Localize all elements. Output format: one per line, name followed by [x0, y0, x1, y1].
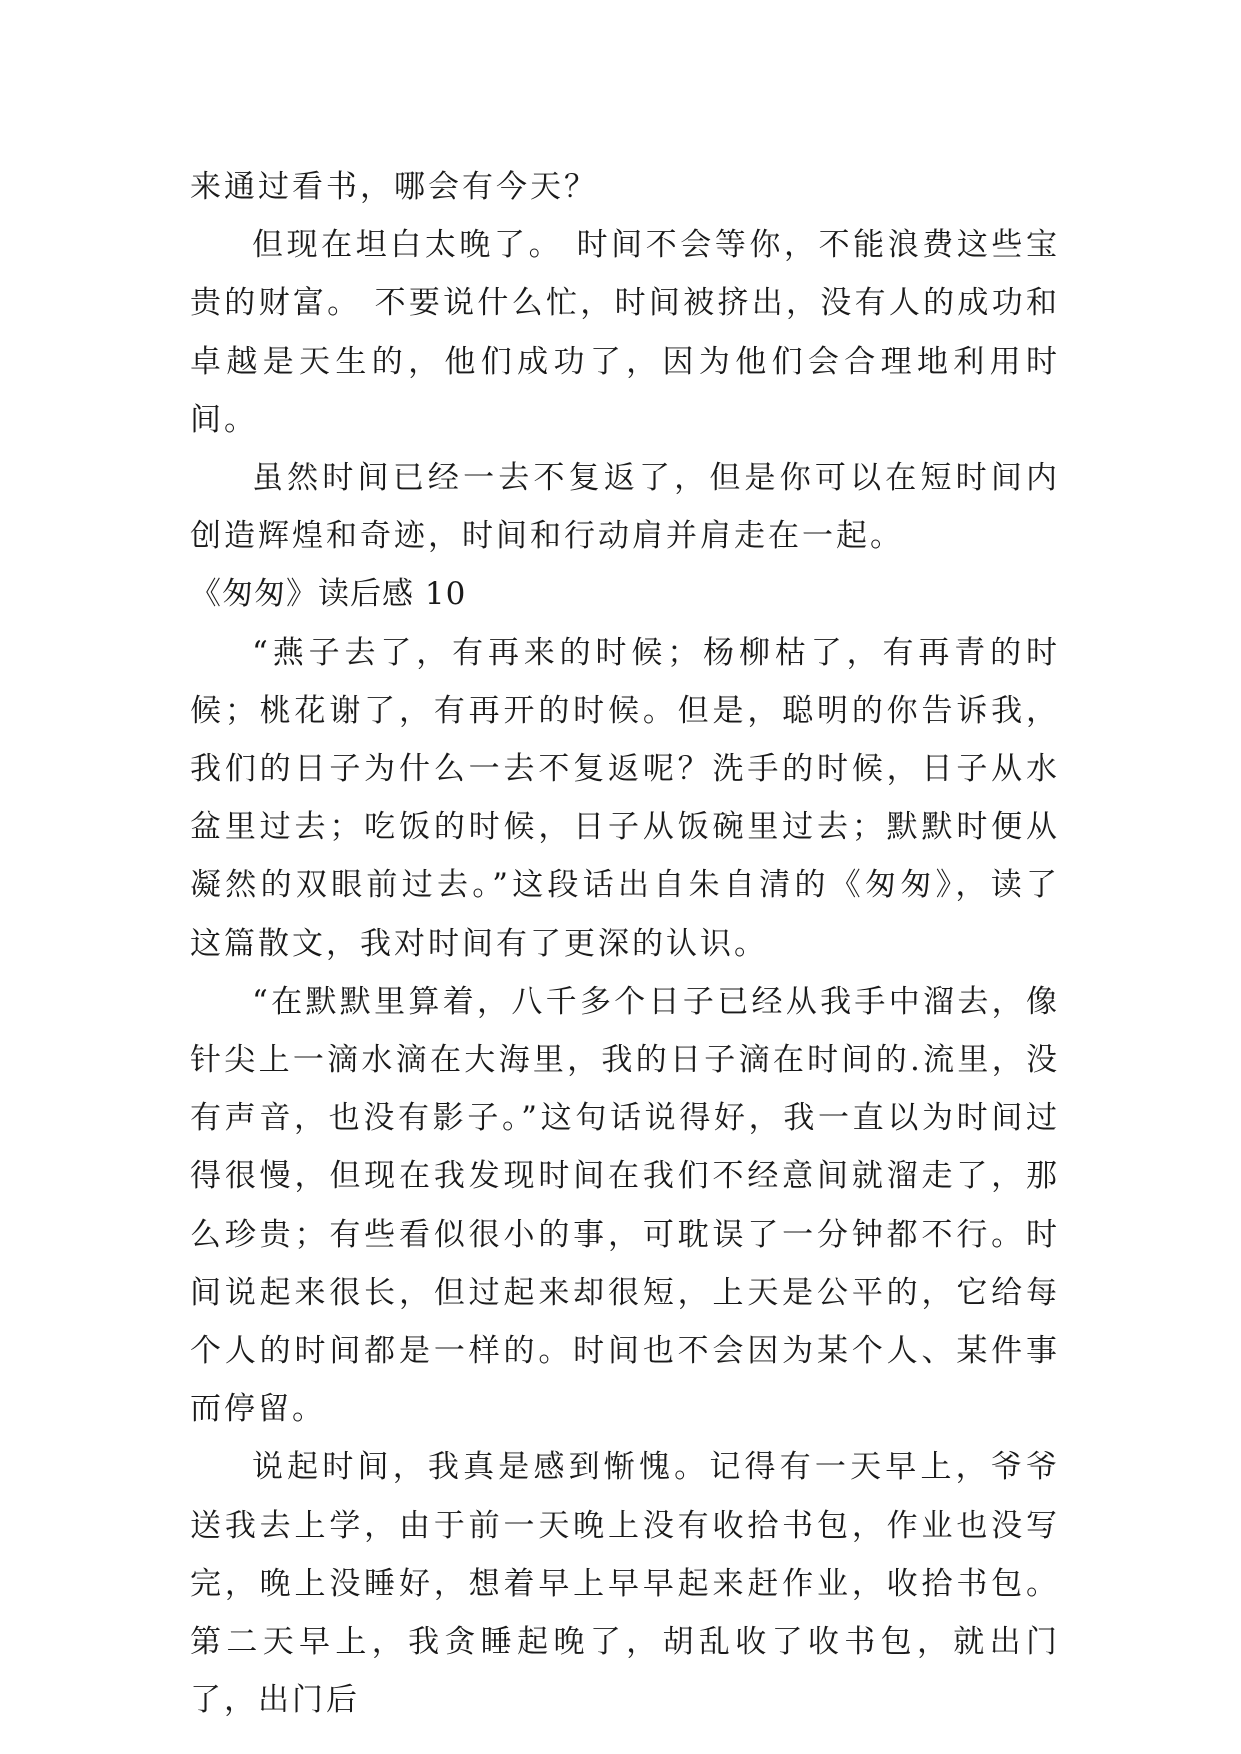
paragraph-confession: 但现在坦白太晚了。 时间不会等你，不能浪费这些宝贵的财富。 不要说什么忙，时间被挤出，没有人的成功和卓越是天生的，他们成功了，因为他们会合理地利用时间。 [190, 227, 1060, 438]
document-body [190, 158, 1060, 1729]
paragraph-personal-story: 说起时间，我真是感到惭愧。记得有一天早上，爷爷送我去上学，由于前一天晚上没有收拾书包，作业也没写完，晚上没睡好，想着早上早早起来赶作业，收拾书包。第二天早上，我贪睡起晚了，胡乱收了收书包，就出门了，出门后 [190, 1449, 1060, 1719]
paragraph-continuation: 来通过看书，哪会有今天？ [190, 169, 598, 205]
paragraph-quote-swallows: “燕子去了，有再来的时候；杨柳枯了，有再青的时候；桃花谢了，有再开的时候。但是，聪明的你告诉我，我们的日子为什么一去不复返呢？洗手的时候，日子从水盆里过去；吃饭的时候，日子从饭碗里过去；默默时便从凝然的双眼前过去。”这段话出自朱自清的《匆匆》，读了这篇散文，我对时间有了更深的认识。 [190, 634, 1060, 962]
section-heading: 《匆匆》读后感 10 [190, 576, 467, 613]
paragraph-time-and-action: 虽然时间已经一去不复返了，但是你可以在短时间内创造辉煌和奇迹，时间和行动肩并肩走在一起。 [190, 460, 1060, 555]
paragraph-quote-days: “在默默里算着，八千多个日子已经从我手中溜去，像针尖上一滴水滴在大海里，我的日子滴在时间的.流里，没有声音，也没有影子。”这句话说得好，我一直以为时间过得很慢，但现在我发现时间在我们不经意间就溜走了，那么珍贵；有些看似很小的事，可耽误了一分钟都不行。时间说起来很长，但过起来却很短，上天是公平的，它给每个人的时间都是一样的。时间也不会因为某个人、某件事而停留。 [190, 983, 1060, 1428]
